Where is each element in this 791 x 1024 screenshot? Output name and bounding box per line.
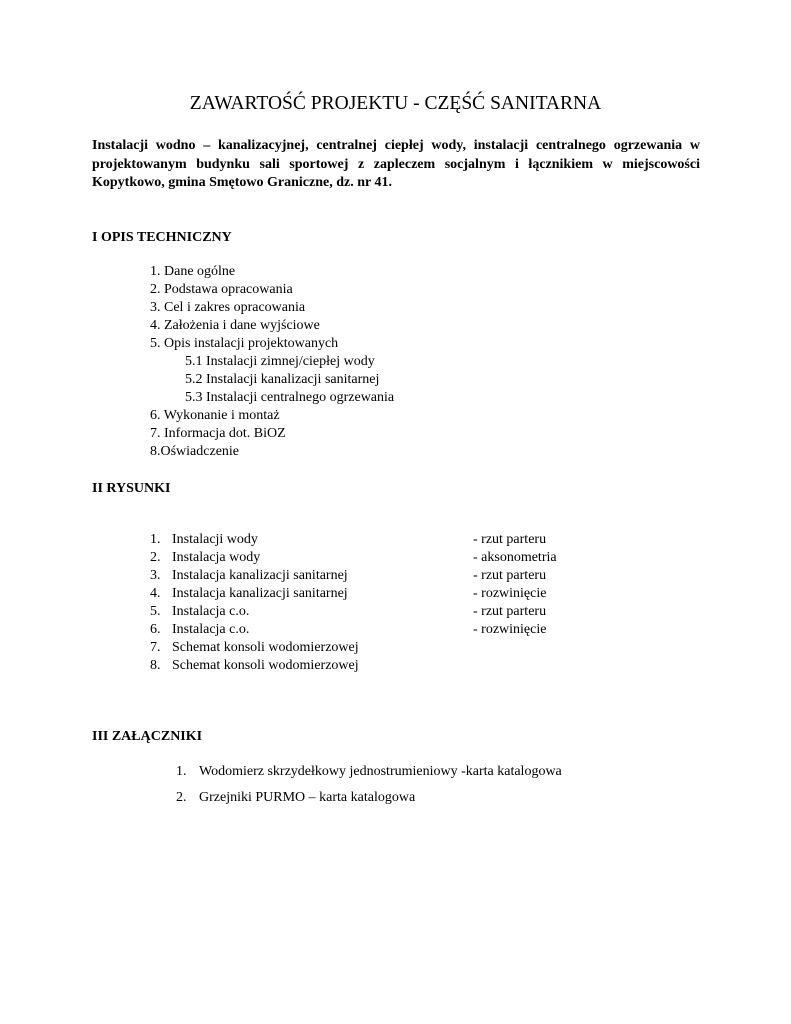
drawing-name: Schemat konsoli wodomierzowej [172, 658, 359, 673]
section-heading-opis: I OPIS TECHNICZNY [92, 230, 232, 245]
drawing-number: 2. [150, 550, 161, 565]
drawing-view: - rzut parteru [473, 532, 547, 547]
list-subitem: 5.3 Instalacji centralnego ogrzewania [185, 390, 395, 405]
document-title: ZAWARTOŚĆ PROJEKTU - CZĘŚĆ SANITARNA [189, 93, 602, 114]
drawing-number: 3. [150, 568, 161, 583]
drawing-number: 1. [150, 532, 161, 547]
technical-description-list [150, 263, 394, 461]
drawing-number: 4. [150, 586, 161, 601]
attachment-number: 1. [176, 764, 187, 779]
section-heading-zalaczniki: III ZAŁĄCZNIKI [92, 729, 203, 744]
drawing-view: - rzut parteru [473, 568, 547, 583]
drawing-view: - aksonometria [473, 550, 557, 565]
list-item: 8.Oświadczenie [150, 444, 240, 459]
project-description: Instalacji wodno – kanalizacyjnej, centralnej ciepłej wody, instalacji centralnego ogrzewania w projektowanym budynku sali sportowej z zapleczem socjalnym i łącznikiem w miejscowości Kopytkowo, gmina Smętowo Graniczne, dz. nr 41. [92, 138, 700, 190]
drawing-name: Instalacja kanalizacji sanitarnej [172, 568, 348, 583]
drawing-name: Schemat konsoli wodomierzowej [172, 640, 359, 655]
list-item: 6. Wykonanie i montaż [150, 408, 280, 423]
drawing-name: Instalacji wody [172, 532, 258, 547]
list-item: 1. Dane ogólne [150, 264, 236, 279]
list-item: 2. Podstawa opracowania [150, 282, 293, 297]
drawing-name: Instalacja wody [172, 550, 261, 565]
list-item: 4. Założenia i dane wyjściowe [150, 318, 320, 333]
section-heading-rysunki: II RYSUNKI [92, 481, 171, 496]
drawing-view: - rozwinięcie [473, 586, 547, 601]
drawing-view: - rozwinięcie [473, 622, 547, 637]
list-subitem: 5.1 Instalacji zimnej/ciepłej wody [185, 354, 375, 369]
list-item: 5. Opis instalacji projektowanych [150, 336, 339, 351]
drawing-name: Instalacja kanalizacji sanitarnej [172, 586, 348, 601]
list-item: 3. Cel i zakres opracowania [150, 300, 306, 315]
list-subitem: 5.2 Instalacji kanalizacji sanitarnej [185, 372, 380, 387]
list-item: 7. Informacja dot. BiOZ [150, 426, 286, 441]
drawing-number: 7. [150, 640, 161, 655]
drawing-number: 8. [150, 658, 161, 673]
drawing-name: Instalacja c.o. [172, 604, 250, 619]
attachment-name: Wodomierz skrzydełkowy jednostrumieniowy -karta katalogowa [199, 764, 562, 779]
attachment-name: Grzejniki PURMO – karta katalogowa [199, 790, 416, 805]
drawing-number: 6. [150, 622, 161, 637]
drawing-name: Instalacja c.o. [172, 622, 250, 637]
drawing-number: 5. [150, 604, 161, 619]
drawing-view: - rzut parteru [473, 604, 547, 619]
attachment-number: 2. [176, 790, 187, 805]
